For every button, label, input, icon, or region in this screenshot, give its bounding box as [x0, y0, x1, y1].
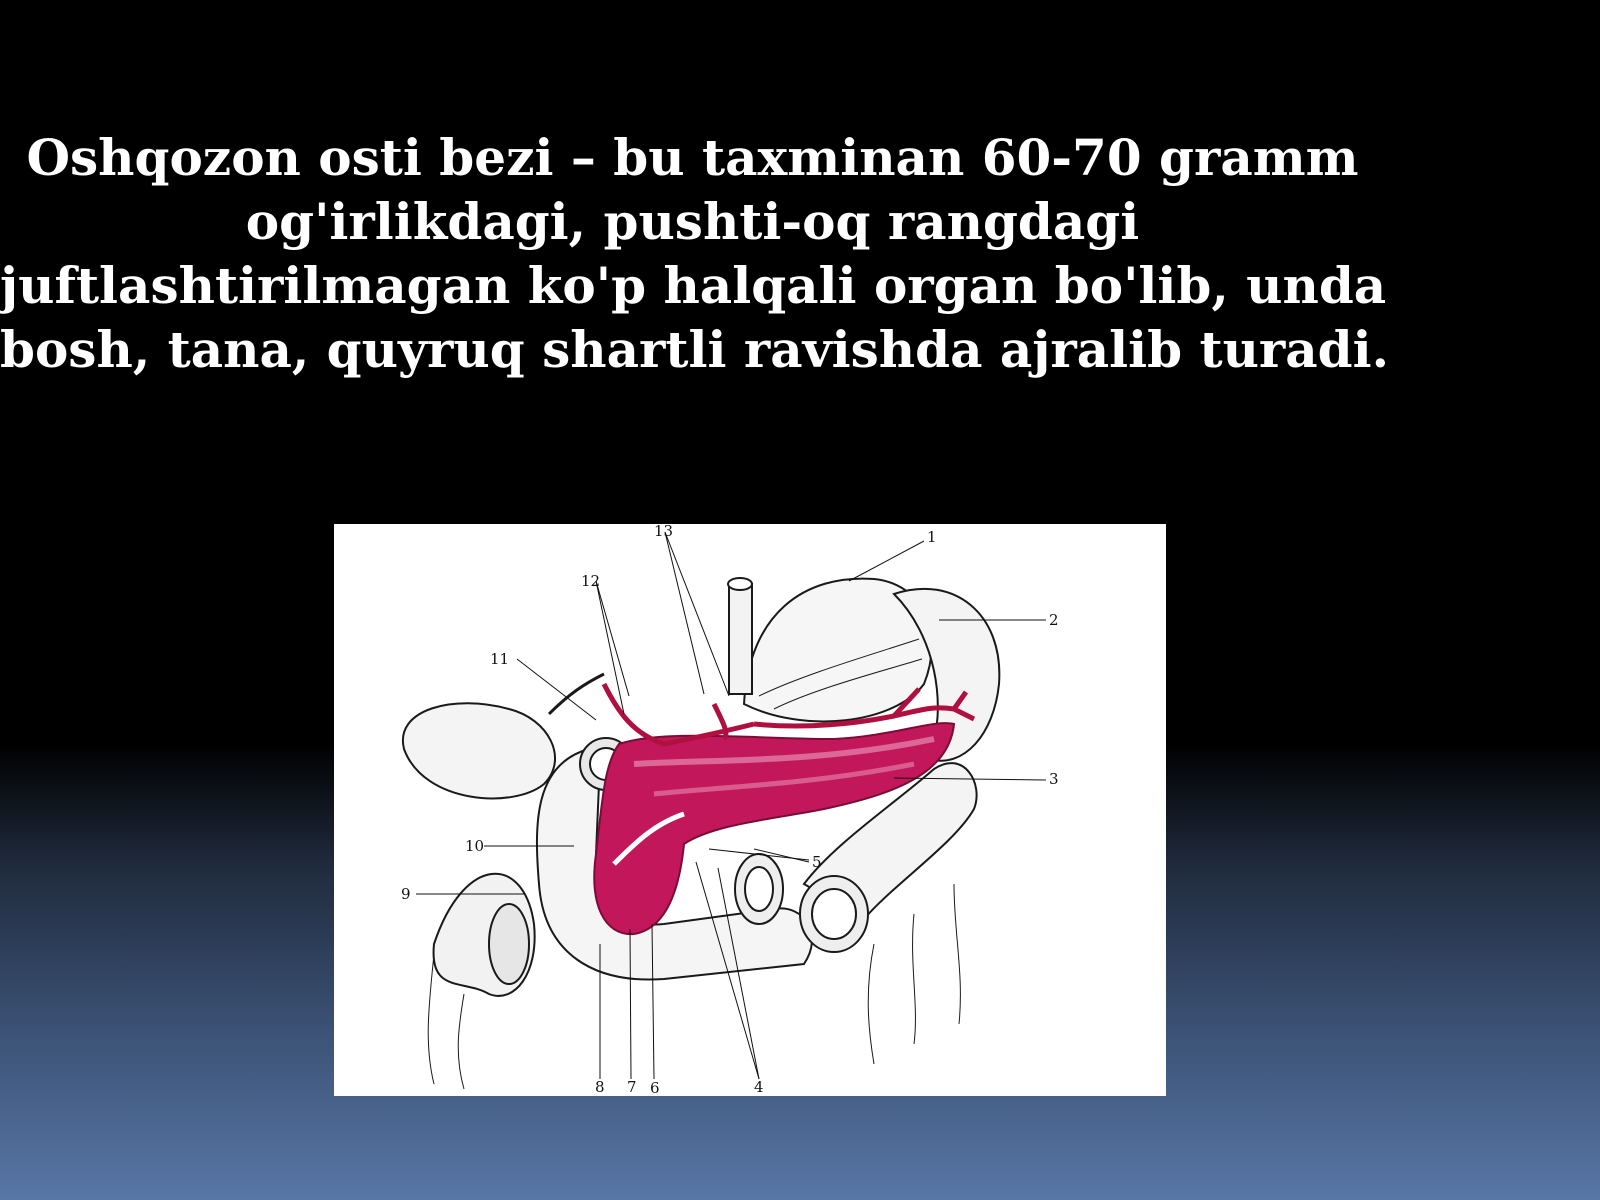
pancreas-anatomy-figure [334, 524, 1166, 1096]
title-line-1: Oshqozon osti bezi – bu taxminan 60-70 gramm [26, 128, 1359, 187]
label-9: 9 [401, 885, 411, 903]
title-line-2: og'irlikdagi, pushti-oq rangdagi [245, 192, 1140, 251]
label-11: 11 [490, 650, 510, 668]
gallbladder-shape [403, 703, 555, 798]
label-2: 2 [1049, 611, 1059, 629]
label-4: 4 [754, 1078, 764, 1096]
label-10: 10 [465, 837, 485, 855]
aorta-shape [729, 584, 752, 694]
title-line-3: juftlashtirilmagan ko'p halqali organ bo'lib, unda [0, 256, 1387, 315]
label-13: 13 [654, 524, 674, 540]
label-1: 1 [927, 528, 937, 546]
label-3: 3 [1049, 770, 1059, 788]
label-8: 8 [595, 1078, 605, 1096]
label-12: 12 [581, 572, 601, 590]
label-6: 6 [650, 1079, 660, 1096]
slide-title [0, 126, 1390, 382]
label-5: 5 [812, 853, 822, 871]
anatomy-illustration [334, 524, 1166, 1096]
label-7: 7 [627, 1078, 637, 1096]
title-line-4: bosh, tana, quyruq shartli ravishda ajralib turadi. [0, 320, 1390, 379]
